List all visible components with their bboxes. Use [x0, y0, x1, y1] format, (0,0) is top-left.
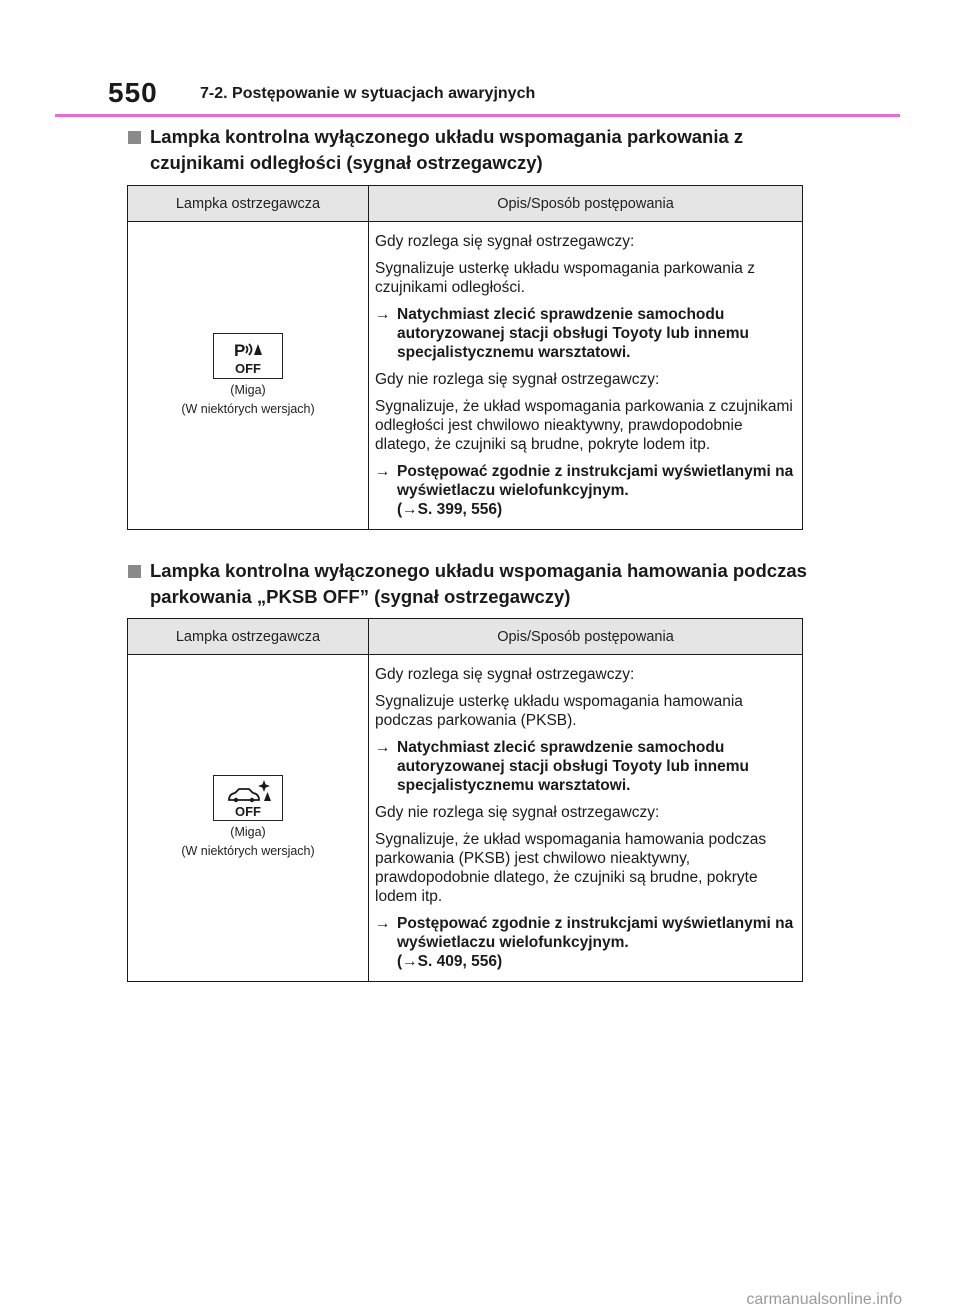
- column-header-description: Opis/Sposób postępowania: [369, 619, 803, 655]
- page-header: [108, 76, 898, 114]
- section-heading-text: Lampka kontrolna wyłączonego układu wspomagania parkowania z czujnikami odległości (sygnał ostrzegawczy): [150, 126, 744, 173]
- page-number: 550: [108, 77, 158, 108]
- lamp-caption-flashing: (Miga): [230, 382, 266, 397]
- page-reference[interactable]: (→S. 399, 556): [397, 501, 503, 518]
- section-heading-pksb: [128, 558, 828, 610]
- chapter-title: 7-2. Postępowanie w sytuacjach awaryjnych: [200, 85, 536, 102]
- condition-with-signal: Gdy rozlega się sygnał ostrzegawczy:: [375, 666, 635, 683]
- inactive-description: Sygnalizuje, że układ wspomagania parkowania z czujnikami odległości jest chwilowo nieaktywny, prawdopodobnie dlatego, że czujniki są brudne, pokryte lodem itp.: [375, 398, 793, 453]
- action-inspection: → Natychmiast zlecić sprawdzenie samochodu autoryzowanej stacji obsługi Toyoty lub innemu specjalistycznemu warsztatowi.: [375, 306, 749, 361]
- table-header-row: [128, 619, 803, 655]
- square-bullet-icon: [128, 565, 141, 578]
- condition-with-signal: Gdy rozlega się sygnał ostrzegawczy:: [375, 233, 635, 250]
- watermark: carmanualsonline.info: [746, 1291, 902, 1308]
- condition-without-signal: Gdy nie rozlega się sygnał ostrzegawczy:: [375, 804, 660, 821]
- table-header-row: [128, 186, 803, 222]
- column-header-lamp: Lampka ostrzegawcza: [128, 619, 369, 655]
- arrow-icon: →: [375, 739, 391, 756]
- column-header-description: Opis/Sposób postępowania: [369, 186, 803, 222]
- table-row: [128, 655, 803, 982]
- action-follow-display: → Postępować zgodnie z instrukcjami wyświetlanymi na wyświetlaczu wielofunkcyjnym. (→S. 409, 556): [375, 915, 794, 970]
- parking-sensor-off-icon: [213, 333, 283, 379]
- section-heading-text: Lampka kontrolna wyłączonego układu wspomagania hamowania podczas parkowania „PKSB OFF” (sygnał ostrzegawczy): [150, 560, 807, 607]
- fault-description: Sygnalizuje usterkę układu wspomagania parkowania z czujnikami odległości.: [375, 260, 755, 296]
- table-row: [128, 222, 803, 530]
- svg-text:OFF: OFF: [235, 804, 261, 819]
- arrow-icon: →: [375, 915, 391, 932]
- arrow-icon: →: [375, 306, 391, 323]
- description-cell: [369, 655, 803, 982]
- header-divider: [55, 114, 900, 117]
- pksb-off-icon: [213, 775, 283, 821]
- lamp-cell: [128, 222, 369, 530]
- lamp-caption-versions: (W niektórych wersjach): [181, 844, 315, 858]
- lamp-caption-versions: (W niektórych wersjach): [181, 401, 315, 416]
- arrow-icon: →: [375, 463, 391, 480]
- lamp-cell: [128, 655, 369, 982]
- condition-without-signal: Gdy nie rozlega się sygnał ostrzegawczy:: [375, 371, 660, 388]
- action-follow-display: → Postępować zgodnie z instrukcjami wyświetlanymi na wyświetlaczu wielofunkcyjnym. (→S. 399, 556): [375, 463, 794, 518]
- action-inspection: → Natychmiast zlecić sprawdzenie samochodu autoryzowanej stacji obsługi Toyoty lub innemu specjalistycznemu warsztatowi.: [375, 739, 749, 794]
- section-heading-parking-sensor: [128, 124, 828, 176]
- fault-description: Sygnalizuje usterkę układu wspomagania hamowania podczas parkowania (PKSB).: [375, 693, 743, 729]
- lamp-caption-flashing: (Miga): [230, 825, 266, 839]
- square-bullet-icon: [128, 131, 141, 144]
- warning-table-pksb: [127, 618, 803, 982]
- svg-text:OFF: OFF: [235, 360, 261, 376]
- page-reference[interactable]: (→S. 409, 556): [397, 953, 503, 970]
- column-header-lamp: Lampka ostrzegawcza: [128, 186, 369, 222]
- inactive-description: Sygnalizuje, że układ wspomagania hamowania podczas parkowania (PKSB) jest chwilowo nieaktywny, prawdopodobnie dlatego, że czujniki są brudne, pokryte lodem itp.: [375, 831, 767, 905]
- warning-table-parking-sensor: [127, 185, 803, 530]
- svg-text:P: P: [234, 340, 246, 360]
- description-cell: [369, 222, 803, 530]
